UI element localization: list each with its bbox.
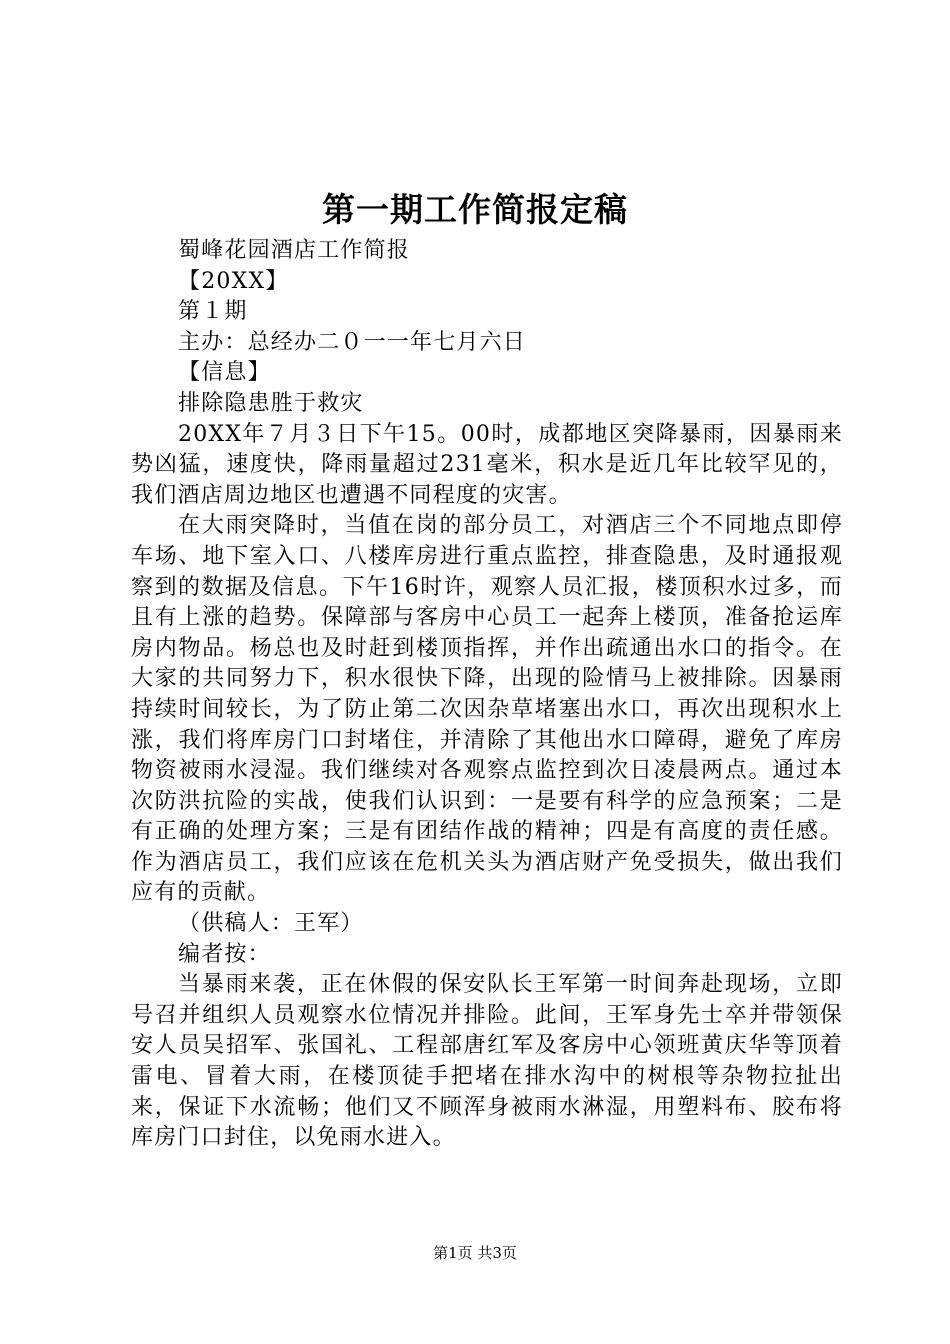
body-paragraph: 20XX年７月３日下午15。00时，成都地区突降暴雨，因暴雨来势凶猛，速度快，降雨量超过231毫米，积水是近几年比较罕见的，我们酒店周边地区也遭遇不同程度的灾害。 xyxy=(131,421,843,508)
document-title: 第一期工作简报定稿 xyxy=(322,190,628,229)
page-footer: 第1页 共3页 xyxy=(433,1244,517,1262)
body-paragraph: 在大雨突降时，当值在岗的部分员工，对酒店三个不同地点即停车场、地下室入口、八楼库房进行重点监控，排查隐患，及时通报观察到的数据及信息。下午16时许，观察人员汇报，楼顶积水过多，而且有上涨的趋势。保障部与客房中心员工一起奔上楼顶，准备抢运库房内物品。杨总也及时赶到楼顶指挥，并作出疏通出水口的指令。在大家的共同努力下，积水很快下降，出现的险情马上被排除。因暴雨持续时间较长，为了防止第二次因杂草堵塞出水口，再次出现积水上涨，我们将库房门口封堵住，并清除了其他出水口障碍，避免了库房物资被雨水浸湿。我们继续对各观察点监控到次日凌晨两点。通过本次防洪抗险的实战，使我们认识到：一是要有科学的应急预案；二是有正确的处理方案；三是有团结作战的精神；四是有高度的责任感。作为酒店员工，我们应该在危机关头为酒店财产免受损失，做出我们应有的贡献。 xyxy=(131,513,843,906)
contributor-line: （供稿人：王军） xyxy=(178,911,364,937)
section-label: 【信息】 xyxy=(178,360,271,386)
issue-number: 第１期 xyxy=(178,299,248,325)
year-bracket: 【20XX】 xyxy=(178,268,289,294)
editor-note-label: 编者按： xyxy=(178,941,271,967)
organizer-date: 主办：总经办二０一一年七月六日 xyxy=(178,329,527,355)
document-body xyxy=(131,236,843,1154)
article-headline: 排除隐患胜于救灾 xyxy=(178,390,364,416)
editor-note-paragraph: 当暴雨来袭，正在休假的保安队长王军第一时间奔赴现场，立即号召并组织人员观察水位情况并排险。此间，王军身先士卒并带领保安人员吴招军、张国礼、工程部唐红军及客房中心领班黄庆华等顶着雷电、冒着大雨，在楼顶徒手把堵在排水沟中的树根等杂物拉扯出来，保证下水流畅；他们又不顾浑身被雨水淋湿，用塑料布、胶布将库房门口封住，以免雨水进入。 xyxy=(131,972,843,1151)
newsletter-name: 蜀峰花园酒店工作简报 xyxy=(178,238,411,263)
